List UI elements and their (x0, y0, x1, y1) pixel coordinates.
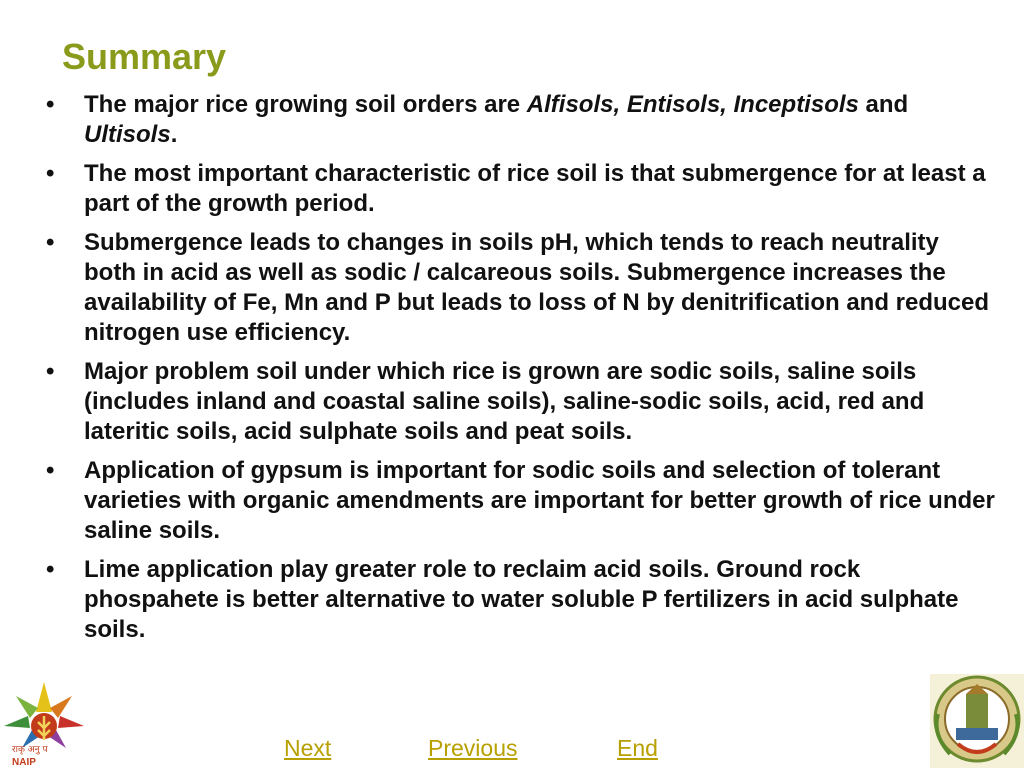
bullet-marker: • (46, 160, 55, 187)
slide-title: Summary (62, 36, 227, 77)
naip-text: NAIP (12, 757, 36, 768)
bullet-marker: • (46, 229, 55, 256)
bullet-list (46, 90, 996, 654)
bullet-marker: • (46, 457, 55, 484)
bullet-marker: • (46, 556, 55, 583)
end-link[interactable]: End (617, 735, 658, 761)
text-run: The major rice growing soil orders are (84, 91, 527, 118)
previous-link[interactable]: Previous (428, 735, 518, 761)
italic-term: Alfisols, Entisols, Inceptisols (526, 91, 859, 118)
text-run: The most important characteristic of rice soil is that submergence for at least a part of the growth period. (84, 160, 986, 217)
tnau-emblem-icon (930, 674, 1024, 768)
text-run: . (170, 121, 178, 148)
bullet-marker: • (46, 358, 55, 385)
text-run: Submergence leads to changes in soils pH, which tends to reach neutrality both in acid as well as sodic / calcareous soils. Submergence increases the availability of Fe, Mn and P but leads to loss of N by denitrification and reduced nitrogen use efficiency. (84, 229, 990, 346)
bullet-marker: • (46, 91, 55, 118)
text-run: Application of gypsum is important for sodic soils and selection of tolerant varieties with organic amendments are important for better growth of rice under saline soils. (84, 457, 995, 544)
bullet-text (84, 456, 996, 546)
bullet-text (84, 90, 996, 150)
bullet-item (46, 159, 996, 219)
text-run: Lime application play greater role to reclaim acid soils. Ground rock phospahete is better alternative to water soluble P fertilizers in acid sulphate soils (84, 556, 959, 643)
bullet-text (84, 228, 996, 348)
bullet-text (84, 159, 996, 219)
bullet-item (46, 555, 996, 645)
bullet-item (46, 90, 996, 150)
bullet-item (46, 228, 996, 348)
bullet-item (46, 456, 996, 546)
bullet-item (46, 357, 996, 447)
bullet-text (84, 555, 996, 645)
text-run: Major problem soil under which rice is grown are sodic soils, saline soils (includes inland and coastal saline soils), saline-sodic soils, acid, red and lateritic soils, acid sulphate soils and peat soils. (84, 358, 925, 445)
text-run: . (138, 616, 146, 643)
next-link[interactable]: Next (284, 735, 332, 761)
italic-term: Ultisols (84, 121, 171, 148)
svg-text:राकृ अनु प: राकृ अनु प (12, 745, 48, 755)
text-run: and (858, 91, 909, 118)
bullet-text (84, 357, 996, 447)
naip-logo-icon (2, 682, 86, 768)
